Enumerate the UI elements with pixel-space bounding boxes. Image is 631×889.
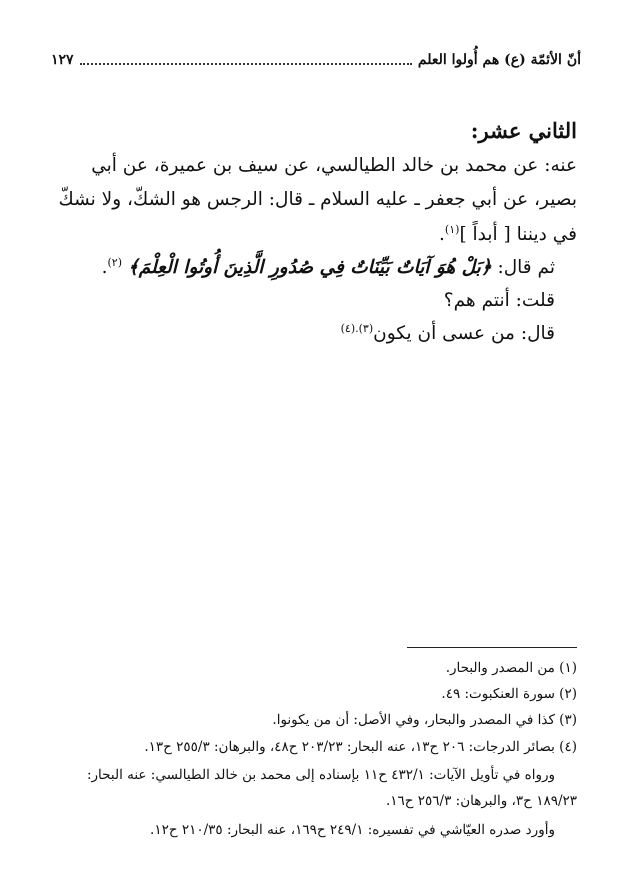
- body-line-4-prefix: ثم قال:: [491, 257, 555, 279]
- footnote-ref-2: (٢): [107, 256, 122, 269]
- body-line-1: عنه: عن محمد بن خالد الطيالسي، عن سيف بن عميرة، عن أبي: [91, 155, 577, 176]
- body-line-4: ثم قال: ﴿بَلْ هُوَ آيَاتٌ بَيِّنَاتٌ فِي صُدُورِ الَّذِينَ أُوتُوا الْعِلْمَ﴾ $^{(٢)}$.: [101, 256, 555, 279]
- chapter-title: أنّ الأئمّة (ع) هم أُولوا العلم: [417, 52, 581, 68]
- footnote-4-continued: ورواه في تأويل الآيات: ٤٣٢/١ ح١١ بإسناده إلى محمد بن خالد الطيالسي: عنه البحار:: [86, 767, 555, 783]
- footnote-4-continued-3: وأورد صدره العيّاشي في تفسيره: ٢٤٩/١ ح١٦٩، عنه البحار: ٢١٠/٣٥ ح١٢.: [150, 822, 555, 838]
- footnote-1: (١) من المصدر والبحار.: [445, 660, 577, 676]
- body-line-3-text: في ديننا [ أبداً ]: [459, 224, 577, 246]
- body-line-5: قلت: أنتم هم؟: [443, 290, 555, 311]
- footnote-separator: [407, 647, 577, 648]
- quran-verse: ﴿بَلْ هُوَ آيَاتٌ بَيِّنَاتٌ فِي صُدُورِ الَّذِينَ أُوتُوا الْعِلْمَ﴾: [127, 257, 492, 279]
- body-line-2: بصير، عن أبي جعفر ـ عليه السلام ـ قال: الرجس هو الشكّ، ولا نشكّ: [58, 189, 577, 210]
- header-dot-leader: [80, 55, 412, 65]
- footnote-ref-3-4: (٣).(٤): [340, 322, 374, 335]
- body-line-3: في ديننا [ أبداً ]$^{(١)}$.: [439, 223, 577, 246]
- footnote-4: (٤) بصائر الدرجات: ٢٠٦ ح١٣، عنه البحار: ٢٠٣/٢٣ ح٤٨، والبرهان: ٢٥٥/٣ ح١٣.: [144, 739, 577, 755]
- footnote-3: (٣) كذا في المصدر والبحار، وفي الأصل: أن من يكونوا.: [272, 712, 577, 728]
- running-header: [51, 46, 581, 74]
- footnote-4-continued-2: ١٨٩/٢٣ ح٣، والبرهان: ٢٥٦/٣ ح١٦.: [385, 793, 577, 809]
- footnote-ref-1: (١): [444, 223, 460, 236]
- body-line-6: [341, 322, 555, 344]
- page-number: ١٢٧: [51, 52, 74, 68]
- footnote-2: (٢) سورة العنكبوت: ٤٩.: [441, 686, 577, 702]
- section-heading: الثاني عشر:: [470, 118, 577, 143]
- body-line-6-text: قال: من عسى أن يكون: [373, 323, 555, 345]
